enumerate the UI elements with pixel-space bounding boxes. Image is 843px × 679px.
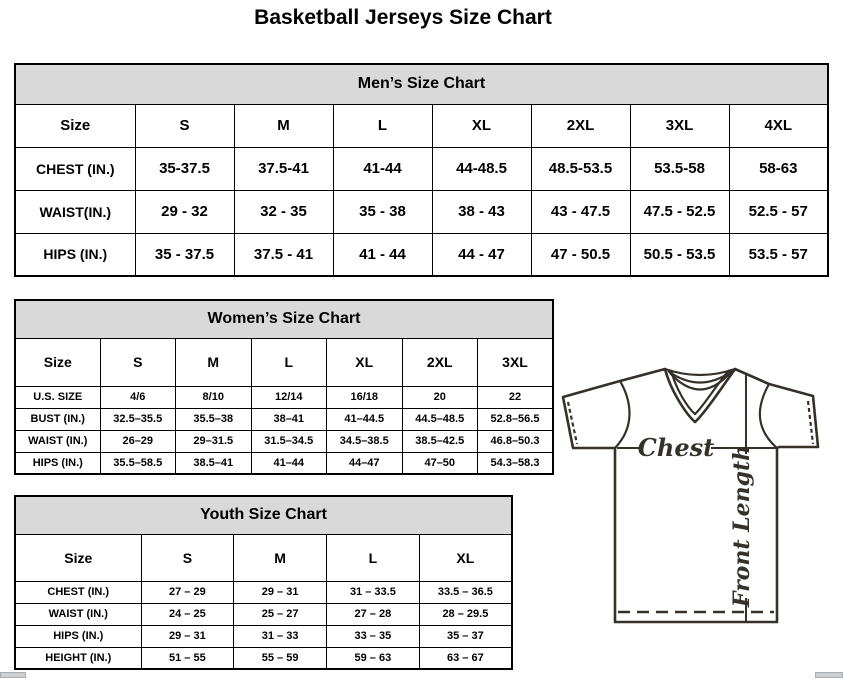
size-value: 41-44 xyxy=(333,147,432,190)
left-armhole-seam xyxy=(615,381,630,448)
size-value: 54.3–58.3 xyxy=(478,452,554,474)
mens-table-title: Men’s Size Chart xyxy=(15,64,828,104)
size-value: 51 – 55 xyxy=(141,647,234,669)
size-value: 34.5–38.5 xyxy=(327,430,403,452)
size-value: 41–44.5 xyxy=(327,408,403,430)
womens-size-table xyxy=(14,299,554,475)
size-value: 31 – 33.5 xyxy=(327,581,420,603)
column-header: L xyxy=(251,338,327,386)
column-header: M xyxy=(176,338,252,386)
column-header: L xyxy=(333,104,432,147)
column-header: S xyxy=(100,338,176,386)
size-value: 44–47 xyxy=(327,452,403,474)
size-value: 52.5 - 57 xyxy=(729,190,828,233)
size-value: 32.5–35.5 xyxy=(100,408,176,430)
size-value: 41 - 44 xyxy=(333,233,432,276)
size-value: 33.5 – 36.5 xyxy=(419,581,512,603)
size-value: 35.5–58.5 xyxy=(100,452,176,474)
size-value: 29 – 31 xyxy=(141,625,234,647)
mens-size-table xyxy=(14,63,829,277)
size-value: 44.5–48.5 xyxy=(402,408,478,430)
row-label: CHEST (IN.) xyxy=(15,147,135,190)
column-header: S xyxy=(141,534,234,581)
size-value: 35 - 37.5 xyxy=(135,233,234,276)
column-header: Size xyxy=(15,104,135,147)
size-value: 59 – 63 xyxy=(327,647,420,669)
jersey-measurement-diagram xyxy=(552,358,832,630)
size-value: 29 – 31 xyxy=(234,581,327,603)
size-value: 35 - 38 xyxy=(333,190,432,233)
row-label: BUST (IN.) xyxy=(15,408,100,430)
size-value: 32 - 35 xyxy=(234,190,333,233)
size-value: 33 – 35 xyxy=(327,625,420,647)
youth-size-table xyxy=(14,495,513,670)
front-length-label: Front Length xyxy=(729,444,755,608)
youth-table-title: Youth Size Chart xyxy=(15,496,512,534)
row-label: U.S. SIZE xyxy=(15,386,100,408)
row-label: WAIST (IN.) xyxy=(15,430,100,452)
size-value: 35-37.5 xyxy=(135,147,234,190)
size-value: 47 - 50.5 xyxy=(531,233,630,276)
size-value: 58-63 xyxy=(729,147,828,190)
column-header: 2XL xyxy=(402,338,478,386)
row-label: HIPS (IN.) xyxy=(15,625,141,647)
column-header: 2XL xyxy=(531,104,630,147)
size-value: 53.5-58 xyxy=(630,147,729,190)
right-armhole-seam xyxy=(760,384,777,448)
size-value: 35 – 37 xyxy=(419,625,512,647)
size-value: 50.5 - 53.5 xyxy=(630,233,729,276)
size-value: 41–44 xyxy=(251,452,327,474)
size-value: 12/14 xyxy=(251,386,327,408)
horizontal-scrollbar-fragment-left[interactable] xyxy=(0,672,26,678)
row-label: HIPS (IN.) xyxy=(15,233,135,276)
size-value: 55 – 59 xyxy=(234,647,327,669)
size-value: 8/10 xyxy=(176,386,252,408)
size-value: 53.5 - 57 xyxy=(729,233,828,276)
size-value: 28 – 29.5 xyxy=(419,603,512,625)
size-value: 20 xyxy=(402,386,478,408)
right-cuff-stitch xyxy=(808,401,813,444)
size-value: 38 - 43 xyxy=(432,190,531,233)
size-value: 31 – 33 xyxy=(234,625,327,647)
size-value: 25 – 27 xyxy=(234,603,327,625)
size-value: 29–31.5 xyxy=(176,430,252,452)
size-value: 44-48.5 xyxy=(432,147,531,190)
row-label: HEIGHT (IN.) xyxy=(15,647,141,669)
size-value: 48.5-53.5 xyxy=(531,147,630,190)
column-header: M xyxy=(234,534,327,581)
size-value: 35.5–38 xyxy=(176,408,252,430)
womens-table-title: Women’s Size Chart xyxy=(15,300,553,338)
chest-label: Chest xyxy=(637,433,715,462)
size-value: 22 xyxy=(478,386,554,408)
size-value: 37.5 - 41 xyxy=(234,233,333,276)
size-value: 26–29 xyxy=(100,430,176,452)
page-title: Basketball Jerseys Size Chart xyxy=(254,6,552,29)
column-header: S xyxy=(135,104,234,147)
column-header: XL xyxy=(419,534,512,581)
row-label: WAIST(IN.) xyxy=(15,190,135,233)
size-value: 44 - 47 xyxy=(432,233,531,276)
column-header: XL xyxy=(327,338,403,386)
size-value: 63 – 67 xyxy=(419,647,512,669)
size-value: 47–50 xyxy=(402,452,478,474)
row-label: WAIST (IN.) xyxy=(15,603,141,625)
row-label: HIPS (IN.) xyxy=(15,452,100,474)
column-header: XL xyxy=(432,104,531,147)
size-value: 27 – 29 xyxy=(141,581,234,603)
size-value: 38.5–42.5 xyxy=(402,430,478,452)
horizontal-scrollbar-fragment-right[interactable] xyxy=(815,672,843,678)
row-label: CHEST (IN.) xyxy=(15,581,141,603)
size-value: 38–41 xyxy=(251,408,327,430)
size-value: 47.5 - 52.5 xyxy=(630,190,729,233)
size-value: 27 – 28 xyxy=(327,603,420,625)
size-value: 46.8–50.3 xyxy=(478,430,554,452)
column-header: 4XL xyxy=(729,104,828,147)
column-header: 3XL xyxy=(630,104,729,147)
size-value: 24 – 25 xyxy=(141,603,234,625)
size-value: 29 - 32 xyxy=(135,190,234,233)
column-header: 3XL xyxy=(478,338,554,386)
column-header: Size xyxy=(15,338,100,386)
size-value: 43 - 47.5 xyxy=(531,190,630,233)
column-header: M xyxy=(234,104,333,147)
size-value: 38.5–41 xyxy=(176,452,252,474)
jersey-outline xyxy=(563,369,818,622)
size-value: 4/6 xyxy=(100,386,176,408)
column-header: L xyxy=(327,534,420,581)
size-value: 16/18 xyxy=(327,386,403,408)
column-header: Size xyxy=(15,534,141,581)
size-value: 31.5–34.5 xyxy=(251,430,327,452)
size-value: 52.8–56.5 xyxy=(478,408,554,430)
size-value: 37.5-41 xyxy=(234,147,333,190)
